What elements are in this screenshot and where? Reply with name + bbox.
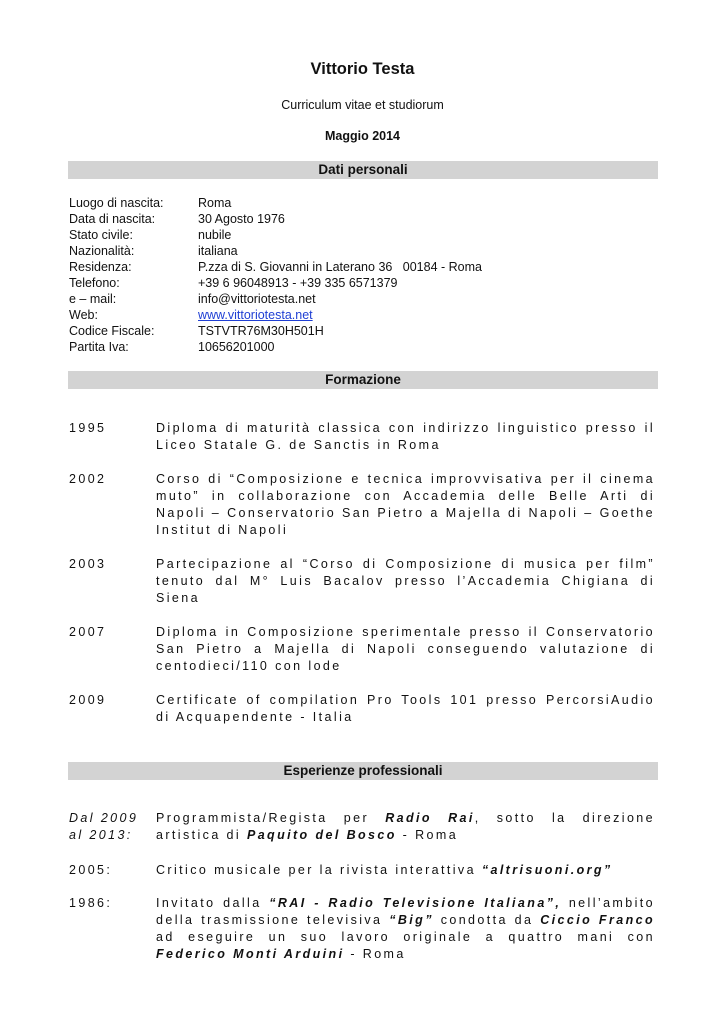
text-run: - Roma	[396, 828, 459, 842]
personal-label: Partita Iva:	[69, 340, 129, 354]
publication-name: “altrisuoni.org”	[481, 863, 613, 877]
education-year: 2007	[69, 625, 107, 639]
education-year: 2003	[69, 557, 107, 571]
email-value: info@vittoriotesta.net	[198, 292, 316, 306]
personal-label: Luogo di nascita:	[69, 196, 164, 210]
personal-label: Telefono:	[69, 276, 120, 290]
text-run: condotta da	[433, 913, 541, 927]
personal-label: e – mail:	[69, 292, 117, 306]
education-text: Diploma di maturità classica con indirizzo linguistico presso il Liceo Statale G. de Sanctis in Roma	[156, 421, 655, 452]
person-name: Federico Monti Arduini	[156, 947, 345, 961]
document-title: Vittorio Testa	[310, 60, 415, 78]
experience-text	[156, 810, 655, 844]
personal-value: +39 6 96048913 - +39 335 6571379	[198, 276, 398, 290]
personal-label: Codice Fiscale:	[69, 324, 155, 338]
text-run: Programmista/Regista per	[156, 811, 386, 825]
personal-label: Web:	[69, 308, 98, 322]
education-text: Diploma in Composizione sperimentale presso il Conservatorio San Pietro a Majella di Napoli conseguendo valutazione di centodieci/110 con lode	[156, 625, 655, 673]
personal-label: Residenza:	[69, 260, 132, 274]
personal-value: P.zza di S. Giovanni in Laterano 36 00184 - Roma	[198, 260, 482, 274]
person-name: Paquito del Bosco	[246, 828, 397, 842]
section-header-education: Formazione	[68, 371, 658, 389]
personal-label: Stato civile:	[69, 228, 133, 242]
personal-label: Data di nascita:	[69, 212, 156, 226]
experience-year-line: al 2013:	[69, 828, 133, 842]
section-header-experience: Esperienze professionali	[68, 762, 658, 780]
employer-name: Radio Rai	[385, 811, 475, 825]
personal-value: italiana	[198, 244, 238, 258]
text-run: - Roma	[344, 947, 406, 961]
experience-year: 2005:	[69, 863, 113, 877]
text-run: Critico musicale per la rivista interattiva	[156, 863, 482, 877]
program-name: “Big”	[389, 913, 434, 927]
personal-value: TSTVTR76M30H501H	[198, 324, 324, 338]
education-year: 2009	[69, 693, 107, 707]
text-run: Invitato dalla	[156, 896, 270, 910]
education-year: 1995	[69, 421, 107, 435]
experience-text	[156, 862, 655, 879]
broadcaster-name: “RAI - Radio Televisione Italiana”,	[269, 896, 562, 910]
document-date: Maggio 2014	[324, 129, 401, 143]
experience-year-line: Dal 2009	[69, 811, 139, 825]
personal-value: 30 Agosto 1976	[198, 212, 285, 226]
website-link[interactable]: www.vittoriotesta.net	[198, 308, 313, 322]
experience-year: 1986:	[69, 896, 113, 910]
personal-label: Nazionalità:	[69, 244, 135, 258]
document-subtitle: Curriculum vitae et studiorum	[281, 98, 444, 112]
personal-value: nubile	[198, 228, 232, 242]
person-name: Ciccio Franco	[540, 913, 655, 927]
text-run: , sotto la direzione artistica di	[156, 811, 656, 842]
text-run: ad eseguire un suo lavoro originale a quattro mani con	[156, 930, 655, 944]
education-year: 2002	[69, 472, 107, 486]
personal-value: 10656201000	[198, 340, 275, 354]
education-text: Corso di “Composizione e tecnica improvvisativa per il cinema muto” in collaborazione con Accademia delle Belle Arti di Napoli – Conservatorio San Pietro a Majella di Napoli – Goethe Institut di Napoli	[156, 472, 655, 537]
education-text: Certificate of compilation Pro Tools 101 presso PercorsiAudio di Acquapendente - Italia	[156, 693, 655, 724]
education-text: Partecipazione al “Corso di Composizione di musica per film” tenuto dal M° Luis Bacalov presso l’Accademia Chigiana di Siena	[156, 557, 655, 605]
personal-value: Roma	[198, 196, 232, 210]
section-header-personal: Dati personali	[68, 161, 658, 179]
text-run: nell’ambito della trasmissione televisiva	[156, 896, 655, 927]
experience-text	[156, 895, 655, 963]
experience-year	[69, 810, 154, 844]
